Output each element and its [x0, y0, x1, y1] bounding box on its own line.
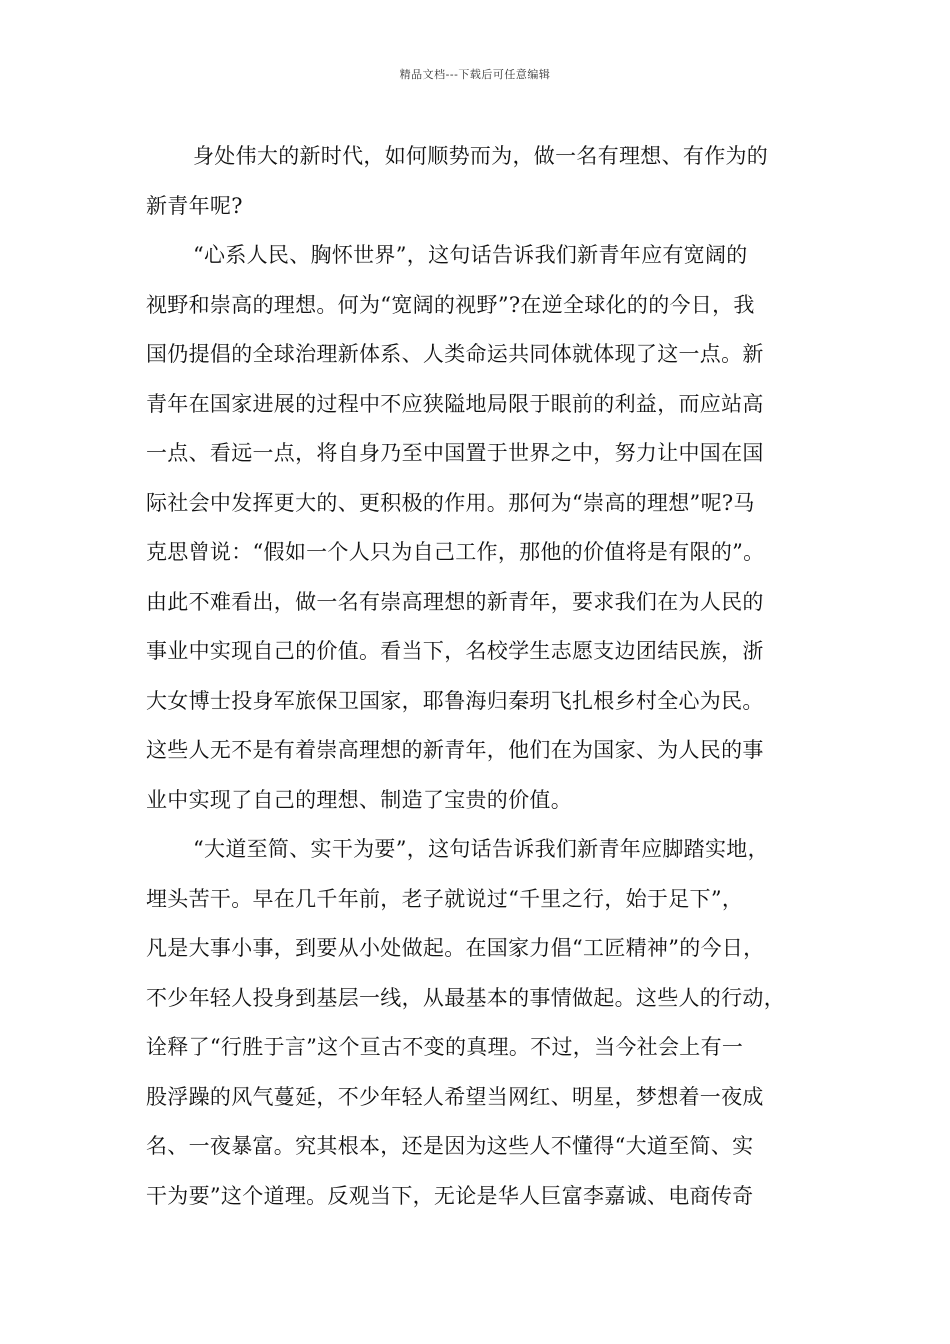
document-body: [146, 132, 816, 1221]
paragraph-line: 新青年呢?: [146, 193, 243, 218]
paragraph-line: 视野和崇高的理想。何为“宽阔的视野”?在逆全球化的的今日，我: [146, 292, 755, 317]
paragraph-line: 际社会中发挥更大的、更积极的作用。那何为“崇高的理想”呢?马: [146, 490, 755, 515]
paragraph-line: 由此不难看出，做一名有崇高理想的新青年，要求我们在为人民的: [146, 589, 764, 614]
paragraph-line: 不少年轻人投身到基层一线，从最基本的事情做起。这些人的行动，: [146, 985, 785, 1010]
paragraph-line: 这些人无不是有着崇高理想的新青年，他们在为国家、为人民的事: [146, 738, 764, 762]
page-header: 精品文档---下载后可任意编辑: [399, 68, 551, 81]
paragraph-line: “心系人民、胸怀世界”，这句话告诉我们新青年应有宽阔的: [193, 243, 748, 267]
paragraph-line: 大女博士投身军旅保卫国家，耶鲁海归秦玥飞扎根乡村全心为民。: [146, 688, 764, 713]
paragraph-line: 一点、看远一点，将自身乃至中国置于世界之中，努力让中国在国: [146, 441, 764, 465]
paragraph-line: 名、一夜暴富。究其根本，还是因为这些人不懂得“大道至简、实: [146, 1134, 754, 1158]
paragraph-line: “大道至简、实干为要”，这句话告诉我们新青年应脚踏实地，: [193, 837, 769, 861]
paragraph-line: 身处伟大的新时代，如何顺势而为，做一名有理想、有作为的: [193, 144, 769, 168]
paragraph-line: 事业中实现自己的价值。看当下，名校学生志愿支边团结民族，浙: [146, 639, 764, 663]
paragraph-line: 国仍提倡的全球治理新体系、人类命运共同体就体现了这一点。新: [146, 342, 764, 366]
paragraph-line: 股浮躁的风气蔓延，不少年轻人希望当网红、明星，梦想着一夜成: [146, 1084, 764, 1109]
paragraph-line: 埋头苦干。早在几千年前，老子就说过“千里之行，始于足下”，: [146, 886, 744, 911]
paragraph-line: 凡是大事小事，到要从小处做起。在国家力倡“工匠精神”的今日，: [146, 936, 765, 960]
paragraph-line: 干为要”这个道理。反观当下，无论是华人巨富李嘉诚、电商传奇: [146, 1183, 754, 1208]
paragraph-line: 青年在国家进展的过程中不应狭隘地局限于眼前的利益，而应站高: [146, 391, 764, 416]
paragraph-line: 业中实现了自己的理想、制造了宝贵的价值。: [146, 787, 572, 812]
paragraph-line: 诠释了“行胜于言”这个亘古不变的真理。不过，当今社会上有一: [146, 1035, 744, 1059]
paragraph-line: 克思曾说：“假如一个人只为自己工作，那他的价值将是有限的”。: [146, 540, 765, 564]
